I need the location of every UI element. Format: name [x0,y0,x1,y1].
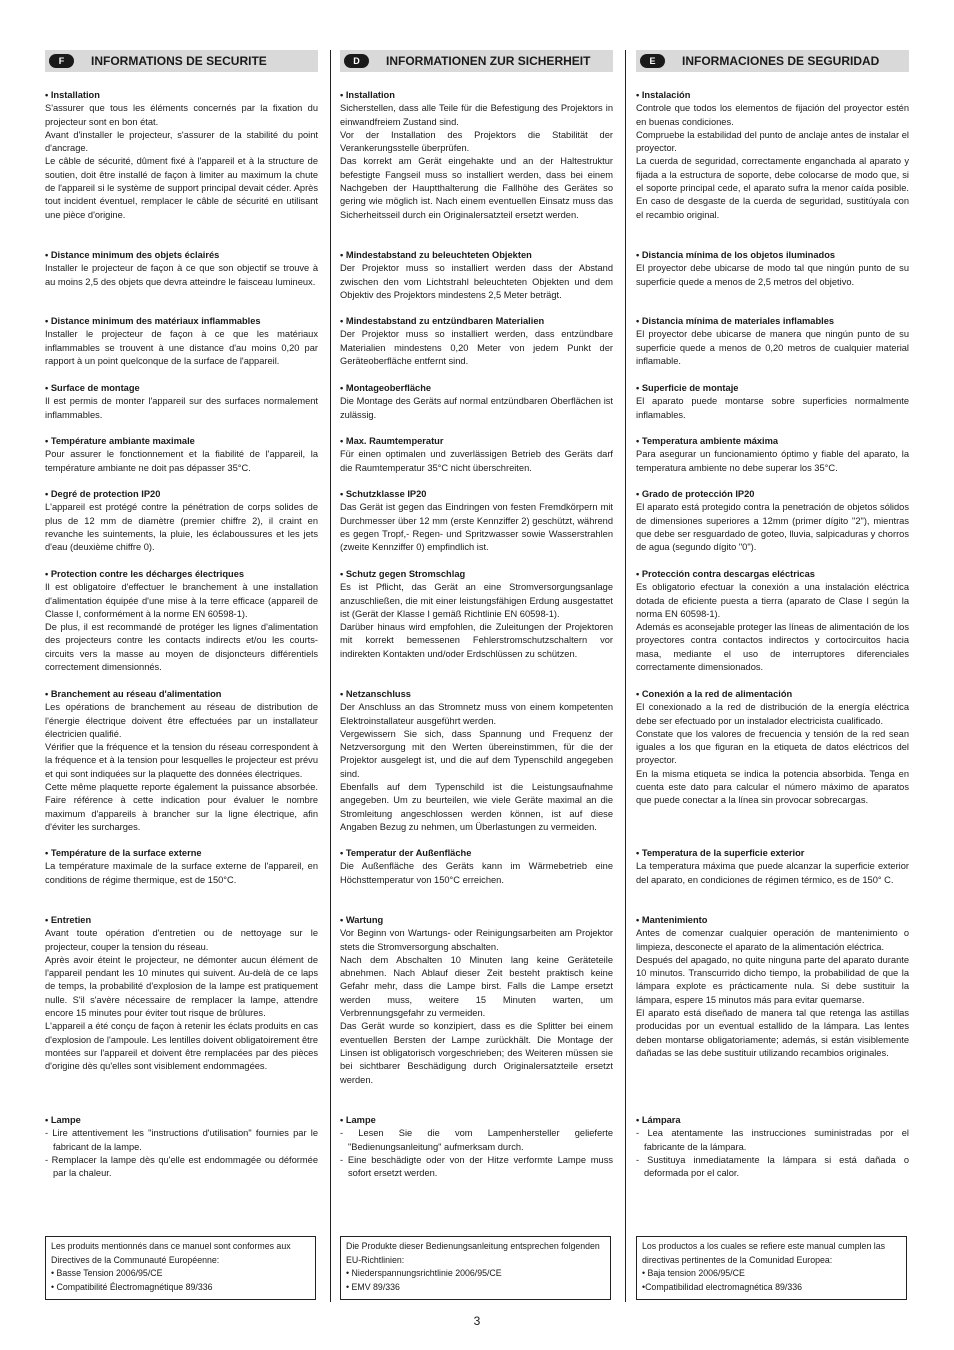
safety-paragraph: Cette même plaquette reporte également la puissance absorbée. Faire référence à cette indication pour évaluer le nombre maximum d'appareils à brancher sur la ligne électrique, afin d'éviter les surcharges. [45,782,318,832]
safety-paragraph: De plus, il est recommandé de protéger les lignes d'alimentation des projecteurs contre les contacts indirects et/ou les courts-circuits vers la masse au moyen de disjoncteurs différentiels correctement dimensionnés. [45,622,318,673]
safety-paragraph: Sicherstellen, dass alle Teile für die Befestigung des Projektors in einwandfreiem Zustand sind. [340,103,613,127]
column-divider [330,50,331,1302]
safety-paragraph: Después del apagado, no quite ninguna parte del aparato durante 10 minutos. Transcurrido dicho tiempo, la probabilidad de que la lámpara explote es prácticamente nula. Si debe sustituir la lámpara, espere 15 minutos más para evitar quemarse. [636,954,909,1005]
safety-section [45,1114,318,1180]
safety-paragraph: El aparato puede montarse sobre superficies normalmente inflamables. [636,396,909,420]
safety-section [636,688,909,808]
safety-paragraph: Además es aconsejable proteger las líneas de alimentación de los proyectores contra contactos indirectos y cortocircuitos hacia masa, mediante el uso de interruptores diferenciales correctamente dimensionados. [636,622,909,673]
safety-section-title: • Mindestabstand zu beleuchteten Objekten [340,250,532,260]
page-number: 3 [473,1314,481,1328]
safety-section [45,847,318,887]
safety-list-item: - Lesen Sie die vom Lampenhersteller gelieferte "Bedienungsanleitung" aufmerksam durch. [340,1128,613,1152]
safety-paragraph: La température maximale de la surface externe de l'appareil, en conditions de régime thermique, est de 150°C. [45,861,318,885]
language-badge: F [49,54,74,68]
safety-paragraph: Darüber hinaus wird empfohlen, die Zuleitungen der Projektoren mit korrekt bemessenen Fehlerstromschutzschaltern vor indirekten Kontakten und/oder Erdschlüssen zu schützen. [340,622,613,659]
safety-section-title: • Entretien [45,915,92,925]
safety-section-title: • Surface de montage [45,383,140,393]
safety-section-title: • Instalación [636,90,691,100]
safety-section [340,249,613,302]
safety-paragraph: Avant toute opération d'entretien ou de nettoyage sur le projecteur, couper la tension du réseau. [45,928,318,952]
safety-paragraph: Après avoir éteint le projecteur, ne démonter aucun élément de l'appareil pendant les 10 minutes qui suivent. Au-delà de ce laps de temps, la probabilité d'explosion de la lampe est pratiquement nulle. S'il s'avère nécessaire de remplacer la lampe, attendre encore 15 minutes pour éviter tout risque de brûlures. [45,954,318,1019]
safety-paragraph: Les opérations de branchement au réseau de distribution de l'énergie électrique doivent être effectuées par un installateur électricien qualifié. [45,702,318,739]
compliance-line: • Basse Tension 2006/95/CE [51,1268,163,1278]
safety-section [636,249,909,289]
safety-section [340,488,613,554]
safety-section [45,435,318,475]
safety-paragraph: Der Projektor muss so installiert werden, dass entzündbare Materialien mindestens 0,20 Meter von jedem Punkt der Geräteoberfläche entfernt sind. [340,329,613,366]
safety-paragraph: Il est permis de monter l'appareil sur des surfaces normalement inflammables. [45,396,318,420]
safety-section-title: • Mindestabstand zu entzündbaren Materialien [340,316,545,326]
compliance-line: • Niederspannungsrichtlinie 2006/95/CE [346,1268,502,1278]
safety-section [45,914,318,1074]
safety-paragraph: Vérifier que la fréquence et la tension du réseau correspondent à la fréquence et à la tension pour lesquelles le projecteur est prévu et qui sont indiquées sur la plaquette des données électriques. [45,742,318,779]
safety-section [45,568,318,674]
safety-list-item: - Remplacer la lampe dès qu'elle est endommagée ou déformée par la chaleur. [45,1154,318,1179]
safety-section-title: • Degré de protection IP20 [45,489,161,499]
safety-paragraph: La temperatura máxima que puede alcanzar la superficie exterior del aparato, en condiciones de régimen térmico, es de 150° C. [636,861,909,885]
safety-section [340,1114,613,1180]
safety-paragraph: Das korrekt am Gerät eingehakte und an der Haltestruktur befestigte Fangseil muss so installiert werden, dass bei einem Nachgeben der Hauptthalterung die Fallhöhe des Gerätes so gering wie möglich ist. Nach einem eventuellen Einsatz muss das Sicherheitsseil durch ein Originalersatzteil ersetzt werden. [340,156,613,220]
safety-section-title: • Lampe [45,1115,81,1125]
safety-paragraph: L'appareil est protégé contre la pénétration de corps solides de plus de 12 mm de diamètre (premier chiffre 2), il craint en revanche les suintements, la pluie, les éclaboussures et les jets d'eau (deuxième chiffre 0). [45,502,318,553]
safety-section [636,568,909,674]
safety-section [45,249,318,289]
section-header-title: INFORMATIONS DE SECURITE [91,54,267,68]
safety-section-title: • Temperatur der Außenfläche [340,848,472,858]
safety-paragraph: Installer le projecteur de façon à ce que les matériaux inflammables se trouvent à une distance d'au moins 0,20 par rapport à un point quelconque de la surface de l'appareil. [45,329,318,366]
safety-paragraph: Para asegurar un funcionamiento óptimo y fiable del aparato, la temperatura ambiente no debe superar los 35°C. [636,449,909,473]
compliance-box-french [45,1236,316,1300]
safety-section-title: • Temperatura de la superficie exterior [636,848,805,858]
safety-section [636,488,909,554]
safety-list-item: - Lea atentamente las instrucciones suministradas por el fabricante de la lámpara. [636,1128,909,1152]
safety-section-title: • Distance minimum des objets éclairés [45,250,220,260]
safety-section [636,914,909,1060]
safety-section [636,1114,909,1180]
safety-paragraph: La cuerda de seguridad, correctamente enganchada al aparato y fijada a la estructura de soporte, debe colocarse de modo que, si el soporte principal cede, el aparato sufra la menor caída posible. En caso de desgaste de la cuerda de seguridad, sustitúyala con el recambio original. [636,156,909,220]
section-header [636,50,909,72]
safety-section-title: • Lampe [340,1115,376,1125]
safety-list-item: - Sustituya inmediatamente la lámpara si está dañada o deformada por el calor. [636,1154,909,1179]
section-header-title: INFORMACIONES DE SEGURIDAD [682,54,880,68]
safety-paragraph: El conexionado a la red de distribución de la energía eléctrica debe ser efectuado por un instalador electricista cualificado. [636,702,909,726]
column-french [45,50,318,1179]
safety-paragraph: Die Außenfläche des Geräts kann im Wärmebetrieb eine Höchsttemperatur von 150°C erreichen. [340,861,613,885]
section-header [45,50,318,72]
safety-section [636,89,909,222]
safety-section-title: • Distance minimum des matériaux inflammables [45,316,261,326]
column-german [340,50,613,1179]
safety-paragraph: Vor Beginn von Wartungs- oder Reinigungsarbeiten am Projektor stets die Stromversorgung abschalten. [340,928,613,952]
safety-section [340,435,613,475]
safety-paragraph: Vergewissern Sie sich, dass Spannung und Frequenz der Netzversorgung mit den Werten übereinstimmen, für die der Projektor ausgelegt ist, und die auf dem Typenschild angegeben sind. [340,728,613,779]
safety-paragraph: El aparato está protegido contra la penetración de objetos sólidos de dimensiones superiores a 12mm (primer dígito "2"), mientras que debe ser resguardado de goteo, lluvia, salpicaduras y chorros de agua (segundo dígito "0"). [636,502,909,553]
safety-paragraph: El aparato está diseñado de manera tal que retenga las astillas producidas por un eventual estallido de la lámpara. Las lentes deben montarse obligatoriamente; además, si están visiblemente dañadas se las debe sustituir utilizando recambios originales. [636,1008,909,1058]
safety-paragraph: Nach dem Abschalten 10 Minuten lang keine Geräteteile abnehmen. Nach Ablauf dieser Zeit besteht praktisch keine Gefahr mehr, dass die Lampe birst. Falls die Lampe ersetzt werden muss, weitere 15 Minuten warten, um Verbrennungsgefahr zu vermeiden. [340,954,613,1019]
safety-paragraph: Es ist Pflicht, das Gerät an eine Stromversorgungsanlage anzuschließen, die mit einer leistungsfähigen Erdung ausgestattet ist (Gerät der Klasse I gemäß Richtlinie EN 60598-1). [340,582,613,619]
language-badge: D [344,54,369,68]
section-header [340,50,613,72]
compliance-line: Los productos a los cuales se refiere este manual cumplen las directivas pertinentes de la Comunidad Europea: [642,1241,886,1265]
safety-section-title: • Branchement au réseau d'alimentation [45,689,222,699]
safety-section-title: • Lámpara [636,1115,681,1125]
safety-paragraph: Avant d'installer le projecteur, s'assurer de la stabilité du point d'ancrage. [45,129,318,154]
safety-paragraph: El proyector debe ubicarse de manera que ningún punto de su superficie quede a menos de 0,20 metros de cualquier material inflamable. [636,329,909,366]
safety-list-item: - Lire attentivement les "instructions d'utilisation" fournies par le fabricant de la lampe. [45,1128,318,1152]
safety-paragraph: Vor der Installation des Projektors die Stabilität der Verankerungsstelle überprüfen. [340,129,613,154]
safety-section [636,382,909,422]
column-divider [625,50,626,1302]
safety-paragraph: Il est obligatoire d'effectuer le branchement à une installation d'alimentation équipée d'une mise à la terre efficace (appareil de Classe I, conformément à la norme EN 60598-1). [45,582,318,619]
safety-section-title: • Distancia mínima de los objetos iluminados [636,250,836,260]
safety-paragraph: Installer le projecteur de façon à ce que son objectif se trouve à au moins 2,5 des objets que devra atteindre le faisceau lumineux. [45,263,318,287]
safety-section-title: • Installation [340,90,395,100]
safety-section-title: • Schutzklasse IP20 [340,489,427,499]
compliance-line: •Compatibilidad electromagnética 89/336 [642,1281,803,1292]
safety-section-title: • Distancia mínima de materiales inflamables [636,316,835,326]
safety-section-title: • Protection contre les décharges électriques [45,569,245,579]
compliance-box-german [340,1236,611,1300]
section-header-title: INFORMATIONEN ZUR SICHERHEIT [386,54,591,68]
compliance-box-spanish [636,1236,907,1300]
safety-section-title: • Temperatura ambiente máxima [636,436,779,446]
safety-section [45,488,318,554]
safety-paragraph: L'appareil a été conçu de façon à retenir les éclats produits en cas d'explosion de l'ampoule. Les lentilles doivent obligatoirement être montées sur l'appareil et doivent être remplacées par des pièces d'origine dès qu'elles sont visiblement endommagées. [45,1021,318,1072]
safety-section [340,89,613,222]
safety-section [45,315,318,368]
safety-paragraph: Constate que los valores de frecuencia y tensión de la red sean iguales a los que figuran en la etiqueta de datos eléctricos del proyector. [636,728,909,766]
safety-section [636,847,909,887]
safety-section [45,89,318,222]
safety-paragraph: Ebenfalls auf dem Typenschild ist die Leistungsaufnahme angegeben. Um zu beurteilen, wie viele Geräte maximal an die Stromleitung angeschlossen werden können, ist auf diese Angaben Bezug zu nehmen, um Überlastungen zu vermeiden. [340,782,613,832]
safety-section [340,688,613,834]
language-badge: E [640,54,665,68]
safety-paragraph: Für einen optimalen und zuverlässigen Betrieb des Geräts darf die Raumtemperatur 35°C nicht überschreiten. [340,449,613,473]
safety-section-title: • Wartung [340,915,384,925]
safety-paragraph: En la misma etiqueta se indica la potencia absorbida. Tenga en cuenta este dato para calcular el número máximo de aparatos que puede conectar a la línea sin provocar sobrecargas. [636,768,909,806]
safety-section-title: • Conexión a la red de alimentación [636,689,793,699]
safety-section [636,315,909,368]
compliance-line: Die Produkte dieser Bedienungsanleitung entsprechen folgenden EU-Richtlinien: [346,1241,600,1265]
safety-section [340,382,613,422]
safety-paragraph: S'assurer que tous les éléments concernés par la fixation du projecteur sont en bon état. [45,103,318,127]
safety-section-title: • Protección contra descargas eléctricas [636,569,815,579]
safety-section [636,435,909,475]
safety-section-title: • Montageoberfläche [340,383,432,393]
safety-section-title: • Grado de protección IP20 [636,489,755,499]
safety-paragraph: Die Montage des Geräts auf normal entzündbaren Oberflächen ist zulässig. [340,396,613,420]
safety-paragraph: Le câble de sécurité, dûment fixé à l'appareil et à la structure de soutien, doit être installé de façon à limiter au maximum la chute de l'appareil si le système de support principal devait céder. Après tout incident éventuel, remplacer le câble de sécurité en utilisant une pièce d'origine. [45,156,318,220]
safety-list-item: - Eine beschädigte oder von der Hitze verformte Lampe muss sofort ersetzt werden. [340,1154,613,1179]
compliance-line: • EMV 89/336 [346,1281,400,1292]
safety-section-title: • Max. Raumtemperatur [340,436,444,446]
safety-paragraph: El proyector debe ubicarse de modo tal que ningún punto de su superficie quede a menos de 2,5 metros del objetivo. [636,263,909,287]
safety-section [340,315,613,368]
safety-paragraph: Es obligatorio efectuar la conexión a una instalación eléctrica dotada de eficiente puesta a tierra (aparato de Clase I según la norma EN 60598-1). [636,582,909,619]
safety-section-title: • Mantenimiento [636,915,708,925]
safety-section-title: • Superficie de montaje [636,383,739,393]
compliance-line: • Compatibilité Électromagnétique 89/336 [51,1281,213,1292]
safety-section-title: • Température ambiante maximale [45,436,195,446]
safety-section-title: • Netzanschluss [340,689,411,699]
safety-section-title: • Schutz gegen Stromschlag [340,569,466,579]
safety-section [45,382,318,422]
safety-section [45,688,318,834]
compliance-line: • Baja tension 2006/95/CE [642,1268,745,1278]
column-spanish [636,50,909,1179]
safety-section [340,847,613,887]
compliance-line: Les produits mentionnés dans ce manuel sont conformes aux Directives de la Communauté Européenne: [51,1241,291,1265]
safety-paragraph: Compruebe la estabilidad del punto de anclaje antes de instalar el proyector. [636,129,909,154]
safety-paragraph: Der Projektor muss so installiert werden dass der Abstand zwischen den vom Lichtstrahl beleuchteten Objekten und dem Objektiv des Projektors mindestens 2,5 Meter beträgt. [340,263,613,300]
safety-paragraph: Das Gerät ist gegen das Eindringen von festen Fremdkörpern mit Durchmesser über 12 mm (erste Kennziffer 2) geschützt, während es gegen Tropf,- Regen- und Spritzwasser sowie Wasserstrahlen (zweite Kennziffer 0) empfindlich ist. [340,502,613,553]
safety-section [340,568,613,661]
safety-paragraph: Der Anschluss an das Stromnetz muss von einem kompetenten Elektroinstallateur ausgeführt werden. [340,702,613,726]
safety-section-title: • Température de la surface externe [45,848,202,858]
safety-section [340,914,613,1087]
safety-paragraph: Antes de comenzar cualquier operación de mantenimiento o limpieza, desconecte el aparato de la alimentación eléctrica. [636,928,909,952]
safety-paragraph: Pour assurer le fonctionnement et la fiabilité de l'appareil, la température ambiante ne doit pas dépasser 35°C. [45,449,318,473]
safety-paragraph: Controle que todos los elementos de fijación del proyector estén en buenas condiciones. [636,103,909,127]
safety-section-title: • Installation [45,90,100,100]
safety-paragraph: Das Gerät wurde so konzipiert, dass es die Splitter bei einem eventuellen Bersten der Lampe zurückhält. Die Montage der Linsen ist obligatorisch vorgeschrieben; des Weiteren müssen sie bei sichtbarer Beschädigung durch Originalersatzteile ersetzt werden. [340,1021,613,1085]
